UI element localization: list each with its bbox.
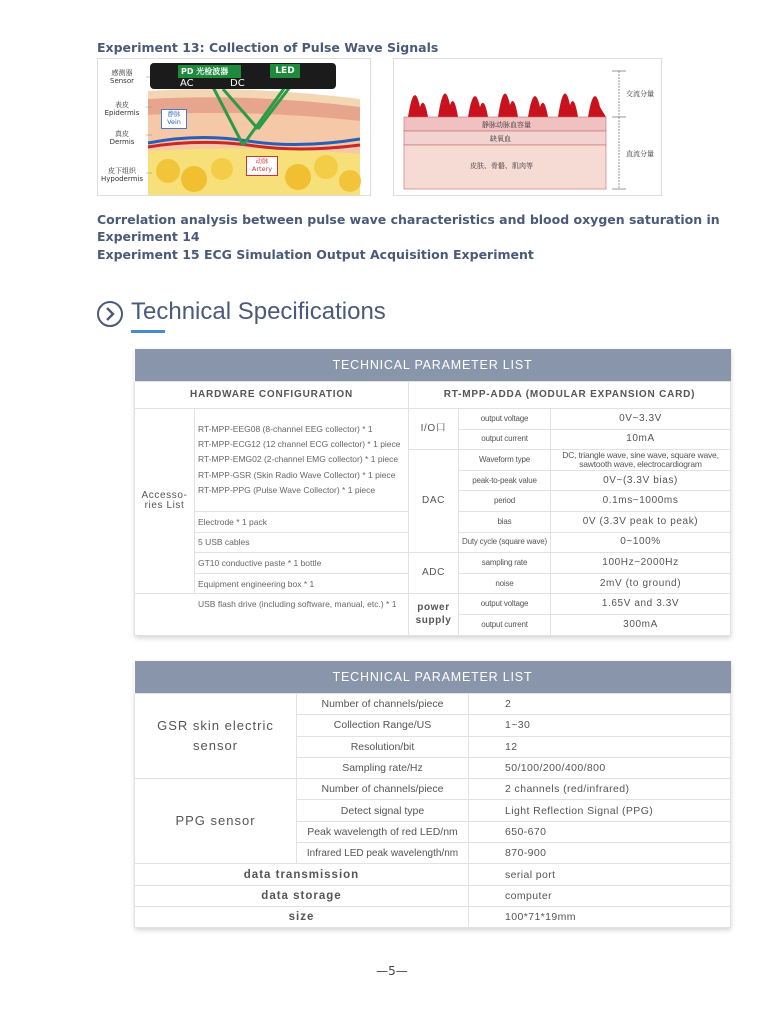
tissue-label: 皮肤、骨骼、肌肉等 <box>470 162 533 170</box>
value-cell: 0~100% <box>551 532 731 553</box>
data-storage-label: data storage <box>135 885 469 906</box>
led-label: LED <box>270 64 300 78</box>
value-cell: 870-900 <box>469 843 731 864</box>
param-cell: output current <box>459 614 551 635</box>
param-cell: Detect signal type <box>297 800 469 821</box>
dc-label: DC <box>230 78 245 89</box>
group-power-supply: power supply <box>409 594 459 635</box>
value-cell: 0.1ms~1000ms <box>551 491 731 512</box>
skin-layers-diagram <box>97 58 371 196</box>
accessory-item: Electrode * 1 pack <box>195 511 409 532</box>
param-cell: peak-to-peak value <box>459 470 551 491</box>
experiment-15-text: Experiment 15 ECG Simulation Output Acquisition Experiment <box>97 247 534 262</box>
artery-label: 动脉 Artery <box>246 156 278 176</box>
blood-volume-label: 静脉动脉血容量 <box>482 121 531 129</box>
value-cell: 650-670 <box>469 821 731 842</box>
chevron-right-circle-icon <box>96 300 124 328</box>
param-cell: output voltage <box>459 594 551 615</box>
param-cell: Sampling rate/Hz <box>297 757 469 778</box>
value-cell: 100Hz~2000Hz <box>551 553 731 574</box>
param-cell: period <box>459 491 551 512</box>
accessory-item: Equipment engineering box * 1 <box>195 573 409 594</box>
layer-label-sensor: 感测器 Sensor <box>110 69 134 85</box>
param-cell: Number of channels/piece <box>297 779 469 800</box>
value-cell: 0V (3.3V peak to peak) <box>551 511 731 532</box>
value-cell: 2 <box>469 694 731 715</box>
hardware-config-header: HARDWARE CONFIGURATION <box>135 382 409 409</box>
page-number: —5— <box>376 964 408 978</box>
param-cell: Peak wavelength of red LED/nm <box>297 821 469 842</box>
layer-label-hypodermis: 皮下组织 Hypodermis <box>100 167 144 183</box>
section-title: Technical Specifications <box>131 298 386 325</box>
ac-label: AC <box>180 78 194 89</box>
size-label: size <box>135 906 469 927</box>
ppg-sensor-label: PPG sensor <box>135 779 297 864</box>
pd-label: PD 光检波器 <box>178 65 241 78</box>
technical-parameter-table-2 <box>134 661 730 928</box>
gsr-sensor-label: GSR skin electric sensor <box>135 694 297 779</box>
value-cell: 0V~(3.3V bias) <box>551 470 731 491</box>
value-cell: 2mV (to ground) <box>551 573 731 594</box>
hypoxic-blood-label: 缺氧血 <box>490 135 511 143</box>
value-cell: 1~30 <box>469 715 731 736</box>
param-cell: Duty cycle (square wave) <box>459 532 551 553</box>
technical-parameter-table-1 <box>134 349 730 636</box>
param-cell: noise <box>459 573 551 594</box>
accessories-list-collectors: RT-MPP-EEG08 (8-channel EEG collector) * 1 RT-MPP-ECG12 (12 channel ECG collector) * 1 piece RT-MPP-EMG02 (2-channel EMG collector) * 1 piece RT-MPP-GSR (Skin Radio Wave Collector) * 1 piece RT-MPP-PPG (Pulse Wave Collector) * 1 piece <box>195 409 409 512</box>
value-cell: 1.65V and 3.3V <box>551 594 731 615</box>
accessory-item: 5 USB cables <box>195 532 409 553</box>
ac-component-label: 交流分量 <box>626 90 654 98</box>
table1-banner: TECHNICAL PARAMETER LIST <box>135 349 731 382</box>
accessory-item: GT10 conductive paste * 1 bottle <box>195 553 409 574</box>
param-cell: Number of channels/piece <box>297 694 469 715</box>
param-cell: bias <box>459 511 551 532</box>
dc-component-label: 直流分量 <box>626 150 654 158</box>
layer-label-epidermis: 表皮 Epidermis <box>104 101 140 117</box>
param-cell: Waveform type <box>459 450 551 471</box>
vein-label: 静脉 Vein <box>161 109 187 129</box>
param-cell: Collection Range/US <box>297 715 469 736</box>
param-cell: output voltage <box>459 409 551 430</box>
section-title-underline <box>131 330 165 333</box>
param-cell: output current <box>459 429 551 450</box>
data-transmission-label: data transmission <box>135 864 469 885</box>
experiment-13-title: Experiment 13: Collection of Pulse Wave Signals <box>97 40 439 55</box>
value-cell: 10mA <box>551 429 731 450</box>
value-cell: Light Reflection Signal (PPG) <box>469 800 731 821</box>
value-cell: 0V~3.3V <box>551 409 731 430</box>
layer-label-dermis: 真皮 Dermis <box>109 130 135 146</box>
value-cell: 2 channels (red/infrared) <box>469 779 731 800</box>
accessory-item: USB flash drive (including software, manual, etc.) * 1 <box>135 594 409 635</box>
group-adc: ADC <box>409 553 459 594</box>
value-cell: 50/100/200/400/800 <box>469 757 731 778</box>
value-cell: 12 <box>469 736 731 757</box>
group-io: I/O口 <box>409 409 459 450</box>
card-header: RT-MPP-ADDA (MODULAR EXPANSION CARD) <box>409 382 731 409</box>
value-cell: 300mA <box>551 614 731 635</box>
value-cell: 100*71*19mm <box>469 906 731 927</box>
value-cell: serial port <box>469 864 731 885</box>
param-cell: Infrared LED peak wavelength/nm <box>297 843 469 864</box>
param-cell: Resolution/bit <box>297 736 469 757</box>
accessories-label: Accesso-ries List <box>135 409 195 594</box>
experiment-14-text: Correlation analysis between pulse wave characteristics and blood oxygen saturation in Experiment 14 <box>97 212 720 244</box>
table2-banner: TECHNICAL PARAMETER LIST <box>135 661 731 694</box>
group-dac: DAC <box>409 450 459 553</box>
param-cell: sampling rate <box>459 553 551 574</box>
value-cell: DC, triangle wave, sine wave, square wave, sawtooth wave, electrocardiogram <box>551 450 731 471</box>
value-cell: computer <box>469 885 731 906</box>
light-absorption-diagram <box>393 58 662 196</box>
